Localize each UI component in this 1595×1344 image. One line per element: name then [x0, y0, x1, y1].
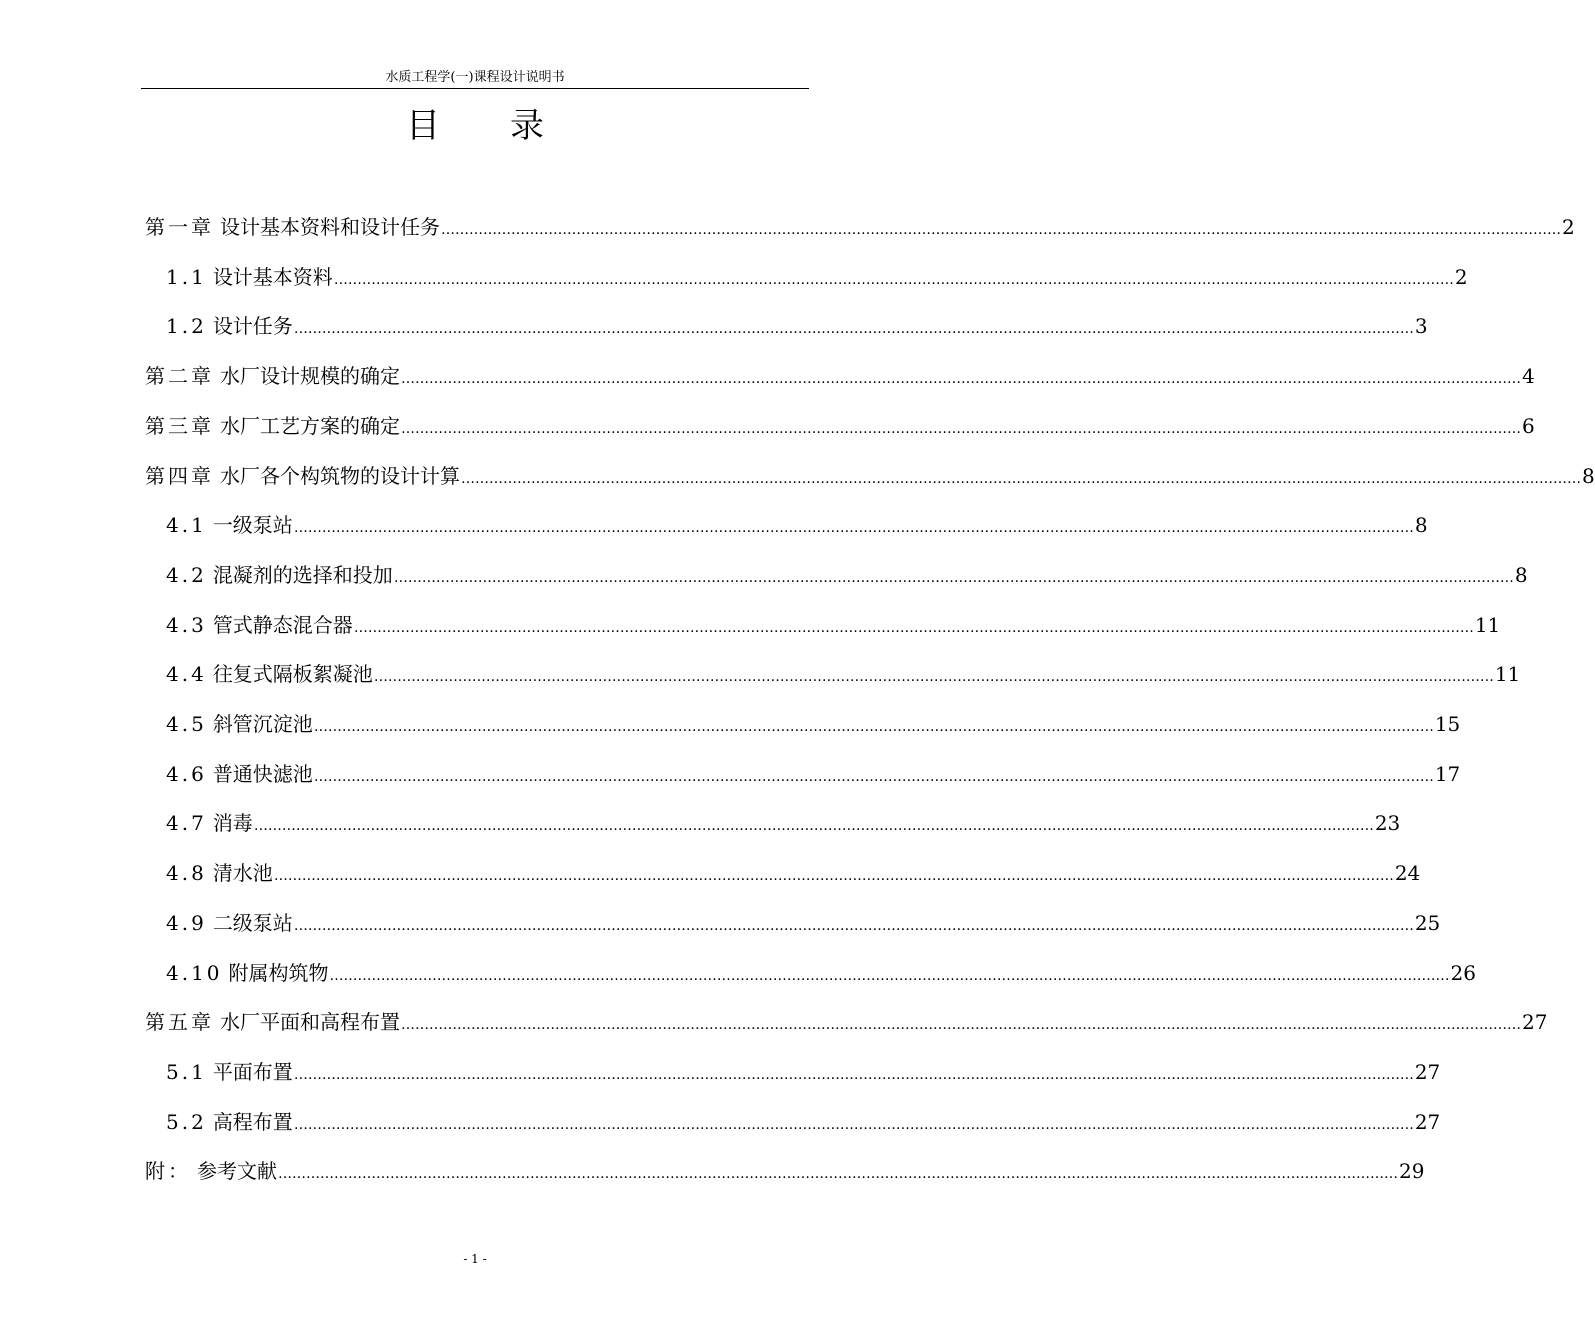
toc-entry[interactable]	[145, 461, 1595, 491]
toc-entry[interactable]	[166, 709, 1461, 739]
toc-dot-leader: ……………………………………………………………………………………………………………………………………………………………………………………………………………………	[293, 1117, 1414, 1133]
toc-entry-page: 8	[1414, 513, 1428, 537]
toc-entry[interactable]	[166, 659, 1521, 689]
toc-entry-number: 1.1	[166, 265, 207, 289]
toc-dot-leader: ……………………………………………………………………………………………………………………………………………………………………………………………………………………	[401, 421, 1521, 437]
toc-entry-label: 附属构筑物	[228, 961, 329, 985]
toc-entry[interactable]	[166, 610, 1501, 640]
toc-entry-number: 第三章	[145, 414, 214, 438]
toc-entry-label: 设计基本资料	[212, 265, 333, 289]
toc-entry-label: 往复式隔板絮凝池	[212, 662, 373, 686]
toc-entry-label: 一级泵站	[212, 513, 293, 537]
toc-entry[interactable]	[166, 262, 1468, 292]
toc-dot-leader: ……………………………………………………………………………………………………………………………………………………………………………………………………………………	[293, 520, 1414, 536]
toc-entry-page: 11	[1474, 613, 1501, 637]
toc-entry-page: 27	[1414, 1110, 1441, 1134]
toc-entry[interactable]	[145, 1156, 1425, 1186]
toc-entry-label: 混凝剂的选择和投加	[212, 563, 393, 587]
toc-entry-page: 17	[1434, 762, 1461, 786]
toc-entry-page: 2	[1454, 265, 1468, 289]
toc-entry-label: 二级泵站	[212, 911, 293, 935]
toc-entry-number: 第四章	[145, 464, 214, 488]
toc-entry-number: 4.9	[166, 911, 207, 935]
toc-entry[interactable]	[166, 908, 1441, 938]
toc-entry-number: 4.8	[166, 861, 207, 885]
toc-entry-label: 消毒	[212, 811, 253, 835]
toc-entry-number: 第五章	[145, 1010, 214, 1034]
toc-entry[interactable]	[145, 1007, 1548, 1037]
toc-dot-leader: ……………………………………………………………………………………………………………………………………………………………………………………………………………………	[278, 1166, 1398, 1182]
toc-dot-leader: ……………………………………………………………………………………………………………………………………………………………………………………………………………………	[293, 918, 1414, 934]
toc-dot-leader: ……………………………………………………………………………………………………………………………………………………………………………………………………………………	[353, 620, 1474, 636]
toc-entry-number: 4.5	[166, 712, 207, 736]
toc-entry[interactable]	[166, 958, 1476, 988]
toc-entry-page: 25	[1414, 911, 1441, 935]
toc-entry-label: 清水池	[212, 861, 273, 885]
toc-entry-page: 26	[1450, 961, 1476, 985]
toc-entry-page: 15	[1434, 712, 1461, 736]
toc-entry[interactable]	[166, 1107, 1441, 1137]
toc-entry-label: 高程布置	[212, 1110, 293, 1134]
toc-entry-number: 4.3	[166, 613, 207, 637]
toc-entry-number: 5.1	[166, 1060, 207, 1084]
toc-entry-number: 4.10	[166, 961, 223, 985]
toc-entry[interactable]	[166, 808, 1401, 838]
toc-entry-number: 第二章	[145, 364, 214, 388]
toc-dot-leader: ……………………………………………………………………………………………………………………………………………………………………………………………………………………	[373, 669, 1494, 685]
toc-entry-number: 附：	[145, 1159, 191, 1183]
toc-entry-page: 24	[1394, 861, 1421, 885]
toc-entry-page: 6	[1522, 414, 1535, 438]
toc-entry-page: 3	[1414, 314, 1428, 338]
toc-dot-leader: ……………………………………………………………………………………………………………………………………………………………………………………………………………………	[401, 1017, 1521, 1033]
toc-dot-leader: ……………………………………………………………………………………………………………………………………………………………………………………………………………………	[441, 222, 1561, 238]
toc-entry-number: 1.2	[166, 314, 207, 338]
toc-entry-page: 11	[1494, 662, 1521, 686]
toc-entry[interactable]	[145, 361, 1535, 391]
toc-entry-number: 第一章	[145, 215, 214, 239]
toc-dot-leader: ……………………………………………………………………………………………………………………………………………………………………………………………………………………	[293, 1067, 1414, 1083]
toc-dot-leader: ……………………………………………………………………………………………………………………………………………………………………………………………………………………	[461, 471, 1581, 487]
toc-entry-page: 8	[1514, 563, 1528, 587]
toc-dot-leader: ……………………………………………………………………………………………………………………………………………………………………………………………………………………	[393, 570, 1514, 586]
toc-entry[interactable]	[166, 560, 1528, 590]
toc-entry-label: 水厂各个构筑物的设计计算	[220, 464, 460, 488]
toc-entry[interactable]	[145, 212, 1575, 242]
toc-entry-label: 斜管沉淀池	[212, 712, 313, 736]
toc-entry-number: 4.4	[166, 662, 207, 686]
toc-entry[interactable]	[166, 1057, 1441, 1087]
toc-entry[interactable]	[166, 858, 1421, 888]
toc-dot-leader: ……………………………………………………………………………………………………………………………………………………………………………………………………………………	[293, 321, 1414, 337]
toc-entry-page: 23	[1374, 811, 1401, 835]
toc-entry[interactable]	[166, 510, 1428, 540]
toc-entry-number: 5.2	[166, 1110, 207, 1134]
toc-entry-label: 管式静态混合器	[212, 613, 353, 637]
toc-entry-page: 27	[1522, 1010, 1548, 1034]
toc-entry-page: 29	[1399, 1159, 1425, 1183]
toc-dot-leader: ……………………………………………………………………………………………………………………………………………………………………………………………………………………	[313, 769, 1434, 785]
toc-entry-label: 设计基本资料和设计任务	[220, 215, 440, 239]
toc-entry-label: 水厂工艺方案的确定	[220, 414, 400, 438]
running-header	[141, 69, 809, 89]
running-header-title: 水质工程学(一)课程设计说明书	[385, 70, 565, 85]
toc-entry-label: 水厂设计规模的确定	[220, 364, 400, 388]
page-number: - 1 -	[463, 1252, 487, 1266]
toc-entry-page: 8	[1582, 464, 1595, 488]
page-title: 目录	[406, 106, 614, 146]
toc-entry-number: 4.7	[166, 811, 207, 835]
toc-entry-page: 4	[1522, 364, 1535, 388]
toc-entry-label: 水厂平面和高程布置	[220, 1010, 400, 1034]
toc-dot-leader: ……………………………………………………………………………………………………………………………………………………………………………………………………………………	[329, 968, 1450, 984]
toc-entry[interactable]	[145, 411, 1535, 441]
toc-entry-label: 普通快滤池	[212, 762, 313, 786]
toc-entry-page: 27	[1414, 1060, 1441, 1084]
toc-entry-label: 设计任务	[212, 314, 293, 338]
toc-entry[interactable]	[166, 759, 1461, 789]
toc-dot-leader: ……………………………………………………………………………………………………………………………………………………………………………………………………………………	[333, 272, 1454, 288]
toc-dot-leader: ……………………………………………………………………………………………………………………………………………………………………………………………………………………	[253, 818, 1374, 834]
toc-dot-leader: ……………………………………………………………………………………………………………………………………………………………………………………………………………………	[401, 371, 1521, 387]
toc-dot-leader: ……………………………………………………………………………………………………………………………………………………………………………………………………………………	[313, 719, 1434, 735]
toc-entry-number: 4.6	[166, 762, 207, 786]
toc-entry-number: 4.1	[166, 513, 207, 537]
toc-dot-leader: ……………………………………………………………………………………………………………………………………………………………………………………………………………………	[273, 868, 1394, 884]
toc-entry-page: 2	[1562, 215, 1575, 239]
toc-entry-label: 参考文献	[197, 1159, 277, 1183]
toc-entry[interactable]	[166, 311, 1428, 341]
toc-entry-label: 平面布置	[212, 1060, 293, 1084]
toc-entry-number: 4.2	[166, 563, 207, 587]
